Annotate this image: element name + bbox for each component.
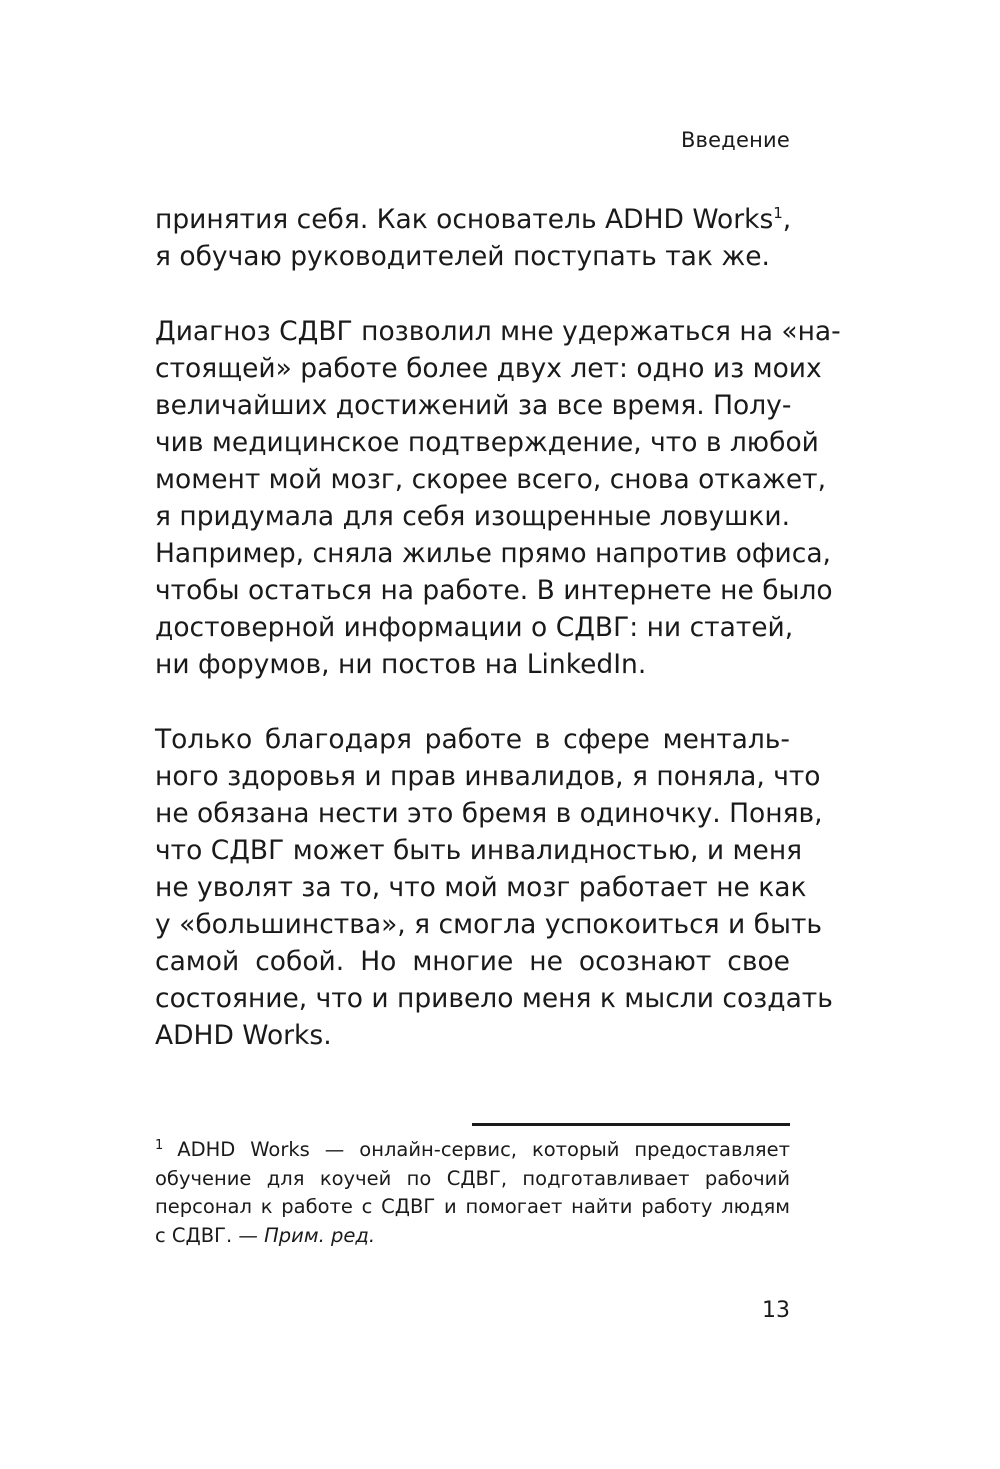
paragraph-3-line: что СДВГ может быть инвалидностью, и меня: [155, 835, 803, 866]
paragraph-1-line-1: принятия себя. Как основатель ADHD Works$^1$,: [155, 204, 792, 235]
paragraph-2-line: достоверной информации о СДВГ: ни статей,: [155, 612, 794, 643]
paragraph-3: [155, 721, 833, 1054]
paragraph-3-line: не уволят за то, что мой мозг работает не как: [155, 872, 807, 903]
paragraph-3-line: у «большинства», я смогла успокоиться и быть: [155, 909, 823, 940]
paragraph-3-line: самой собой. Но многие не осознают свое: [155, 946, 790, 977]
paragraph-2-line: Диагноз СДВГ позволил мне удержаться на «на-: [155, 316, 841, 347]
footnote-line: обучение для коучей по СДВГ, подготавливает рабочий: [155, 1166, 790, 1190]
footnote-reference[interactable]: 1: [773, 204, 783, 223]
paragraph-1: [155, 201, 790, 275]
footnote-line: с СДВГ. — Прим. ред.: [155, 1223, 376, 1247]
footnote: [155, 1136, 790, 1250]
page-number: 13: [762, 1298, 790, 1323]
paragraph-2-line: чив медицинское подтверждение, что в любой: [155, 427, 819, 458]
footnote-divider: [472, 1123, 790, 1126]
paragraph-2-line: чтобы остаться на работе. В интернете не было: [155, 575, 833, 606]
paragraph-3-line: ADHD Works.: [155, 1020, 332, 1051]
footnote-marker: 1: [155, 1137, 164, 1153]
paragraph-3-line: ного здоровья и прав инвалидов, я поняла, что: [155, 761, 821, 792]
paragraph-3-line: не обязана нести это бремя в одиночку. Поняв,: [155, 798, 823, 829]
paragraph-2-line: момент мой мозг, скорее всего, снова откажет,: [155, 464, 827, 495]
running-head: Введение: [680, 128, 790, 152]
paragraph-2-line: я придумала для себя изощренные ловушки.: [155, 501, 791, 532]
paragraph-3-line: Только благодаря работе в сфере менталь-: [155, 724, 790, 755]
editor-note: Прим. ред.: [264, 1223, 376, 1247]
paragraph-2-line: величайших достижений за все время. Полу-: [155, 390, 792, 421]
paragraph-2-line: стоящей» работе более двух лет: одно из моих: [155, 353, 822, 384]
footnote-line: персонал к работе с СДВГ и помогает найти работу людям: [155, 1195, 790, 1218]
paragraph-2: [155, 313, 841, 683]
paragraph-1-line-2: я обучаю руководителей поступать так же.: [155, 241, 770, 272]
paragraph-2-line: Например, сняла жилье прямо напротив офиса,: [155, 538, 831, 569]
footnote-line: $^1$ ADHD Works — онлайн-сервис, который предоставляет: [155, 1137, 790, 1161]
paragraph-3-line: состояние, что и привело меня к мысли создать: [155, 983, 833, 1014]
paragraph-2-line: ни форумов, ни постов на LinkedIn.: [155, 649, 647, 680]
